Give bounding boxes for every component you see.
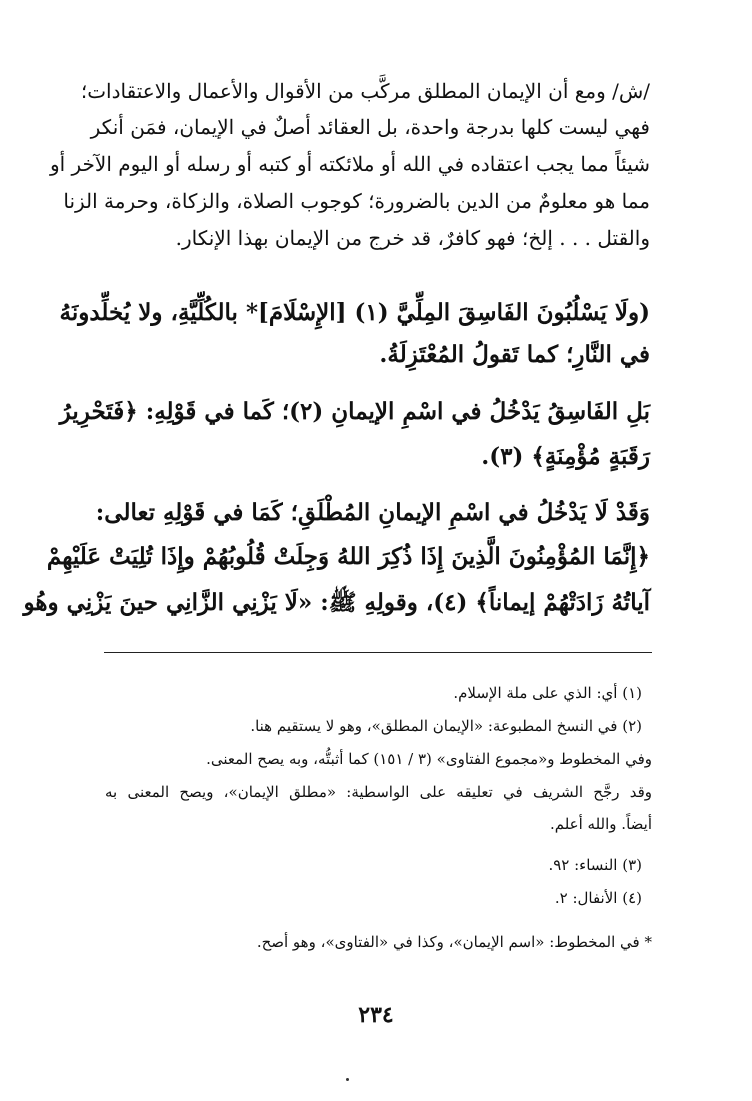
footnote-2-note-a: وفي المخطوط و«مجموع الفتاوى» (٣ / ١٥١) كما أثبتُّه، وبه يصح المعنى. xyxy=(206,750,652,768)
commentary-line: والقتل . . . إلخ؛ فهو كافرٌ، قد خرج من الإيمان بهذا الإنكار. xyxy=(175,226,650,250)
commentary-line: شيئاً مما يجب اعتقاده في الله أو ملائكته أو كتبه أو رسله أو اليوم الآخر أو xyxy=(49,152,650,176)
page-number: ٢٣٤ xyxy=(358,1002,394,1028)
matn-line: (ولَا يَسْلُبُونَ الفَاسِقَ المِلِّيَّ (١) [الإِسْلَامَ]* بالكُلِّيَّةِ، ولا يُخلِّدونَهُ xyxy=(59,299,650,326)
footnote-2-note-b-cont: أيضاً. والله أعلم. xyxy=(549,815,652,833)
footnote-3: (٣) النساء: ٩٢. xyxy=(548,856,642,874)
matn-line: في النَّارِ؛ كما تَقولُ المُعْتَزِلَةُ. xyxy=(379,341,650,368)
footnote-2-note-b: وقد رجَّح الشريف في تعليقه على الواسطية: «مطلق الإيمان»، ويصح المعنى به xyxy=(105,783,652,801)
matn-line: وَقَدْ لَا يَدْخُلُ في اسْمِ الإيمانِ المُطْلَقِ؛ كَمَا في قَوْلِهِ تعالى: xyxy=(95,499,650,526)
commentary-line: /ش/ ومع أن الإيمان المطلق مركَّب من الأقوال والأعمال والاعتقادات؛ xyxy=(80,79,650,103)
footnote-1: (١) أي: الذي على ملة الإسلام. xyxy=(453,684,642,702)
commentary-line: مما هو معلومٌ من الدين بالضرورة؛ كوجوب الصلاة، والزكاة، وحرمة الزنا xyxy=(63,189,650,213)
footnote-separator xyxy=(104,652,652,653)
matn-line: رَقَبَةٍ مُؤْمِنَةٍ﴾ (٣). xyxy=(481,443,650,470)
print-speck xyxy=(346,1078,349,1081)
footnote-2: (٢) في النسخ المطبوعة: «الإيمان المطلق»، وهو لا يستقيم هنا. xyxy=(250,717,642,735)
matn-line: ﴿إِنَّمَا المُؤْمِنُونَ الَّذِينَ إِذَا ذُكِرَ اللهُ وَجِلَتْ قُلُوبُهُمْ وإِذَا تُلِيَتْ عَلَيْهِمْ xyxy=(46,543,650,570)
matn-line: بَلِ الفَاسِقُ يَدْخُلُ في اسْمِ الإيمانِ (٢)؛ كَما في قَوْلِهِ: ﴿فَتَحْرِيرُ xyxy=(59,398,650,425)
footnote-star: * في المخطوط: «اسم الإيمان»، وكذا في «الفتاوى»، وهو أصح. xyxy=(256,933,652,951)
footnote-4: (٤) الأنفال: ٢. xyxy=(554,889,642,907)
matn-line: آياتُهُ زَادَتْهُمْ إيماناً﴾ (٤)، وقولِهِ ﷺ: «لَا يَزْنِي الزَّانِي حينَ يَزْنِي وهُو xyxy=(23,589,650,616)
commentary-line: فهي ليست كلها بدرجة واحدة، بل العقائد أصلٌ في الإيمان، فمَن أنكر xyxy=(90,115,650,139)
